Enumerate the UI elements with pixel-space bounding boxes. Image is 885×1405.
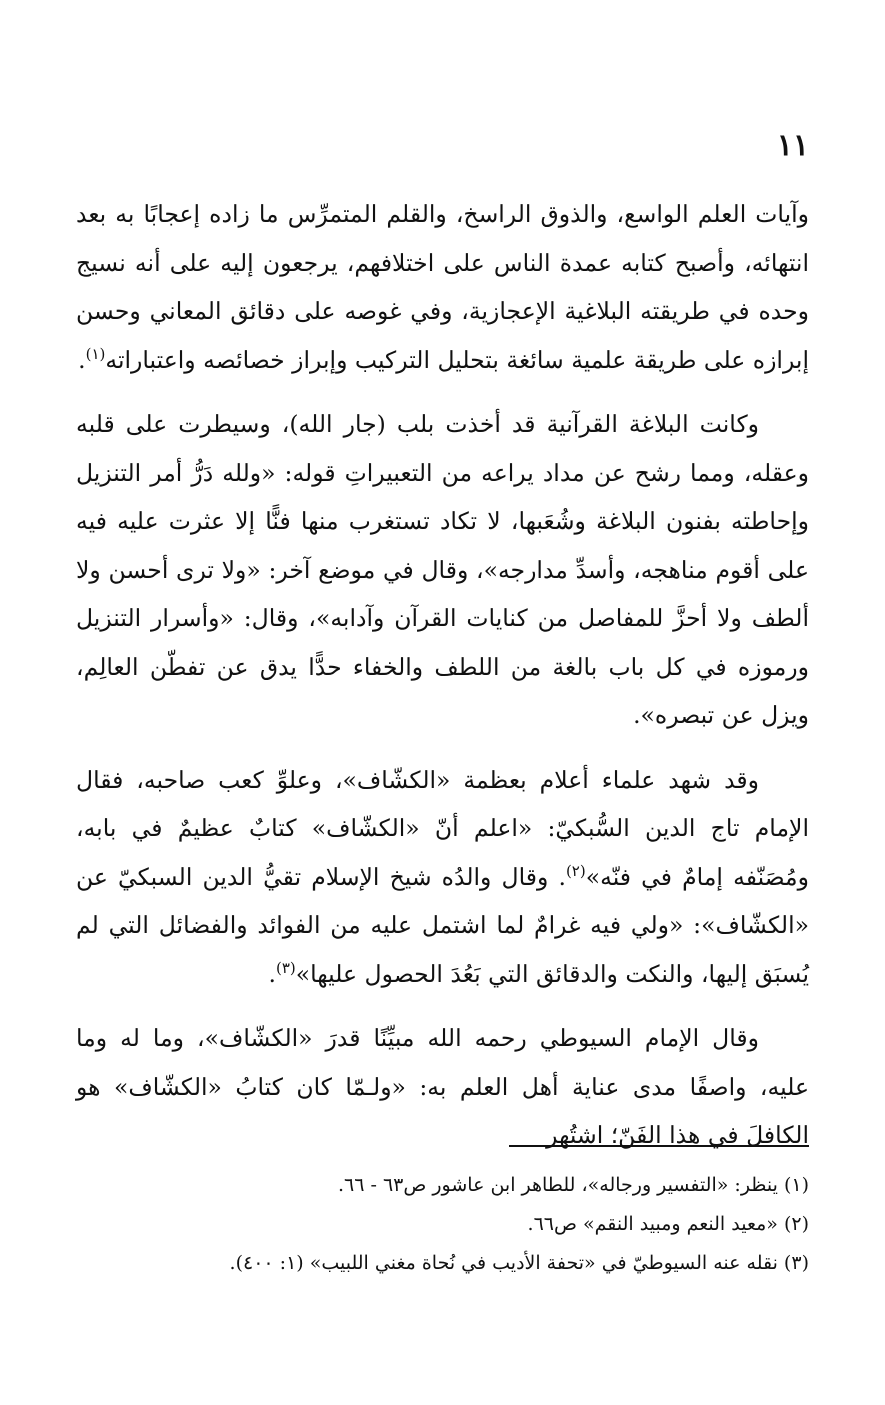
footnote-ref-2: (٢) xyxy=(565,861,586,880)
paragraph-2-text: وكانت البلاغة القرآنية قد أخذت بلب (جار الله)، وسيطرت على قلبه وعقله، ومما رشح عن مداد يراعه من التعبيراتِ قوله: «ولله دَرُّ أمر التنزيل وإحاطته بفنون البلاغة وشُعَبها، لا تكاد تستغرب منها فنًّا إلا عثرت عليه فيه على أقوم مناهجه، وأسدِّ مدارجه»، وقال في موضع آخر: «ولا ترى أحسن ولا ألطف ولا أحزَّ للمفاصل من كنايات القرآن وآدابه»، وقال: «وأسرار التنزيل ورموزه في كل باب بالغة من اللطف والخفاء حدًّا يدق عن تفطّن العالِم، ويزل عن تبصره» xyxy=(76,410,809,729)
paragraph-3-text: وقد شهد علماء أعلام بعظمة «الكشّاف»، وعلوِّ كعب صاحبه، فقال الإمام تاج الدين السُّبكيّ: «اعلم أنّ «الكشّاف» كتابٌ عظيمٌ في بابه، ومُصَنّفه إمامٌ في فنّه» xyxy=(76,765,809,891)
paragraph-4 xyxy=(76,1014,809,1160)
paragraph-3-tail: . وقال والدُه شيخ الإسلام تقيُّ الدين السبكيّ عن «الكشّاف»: «ولي فيه غرامٌ لما اشتمل عليه من الفوائد والفضائل التي لم يُسبَق إليها، والنكت والدقائق التي بَعُدَ الحصول عليها» xyxy=(76,862,809,988)
paragraph-2 xyxy=(76,400,809,740)
footnote-3: (٣) نقله عنه السيوطيّ في «تحفة الأديب في نُحاة مغني اللبيب» (١: ٤٠٠). xyxy=(229,1252,809,1274)
footnote-ref-3: (٣) xyxy=(275,958,296,977)
paragraph-1-text: وآيات العلم الواسع، والذوق الراسخ، والقلم المتمرِّس ما زاده إعجابًا به بعد انتهائه، وأصبح كتابه عمدة الناس على اختلافهم، يرجعون إليه على أنه نسيج وحده في طريقته البلاغية الإعجازية، وفي غوصه على دقائق المعاني وحسن إبرازه على طريقة علمية سائغة بتحليل التركيب وإبراز خصائصه واعتباراته xyxy=(76,200,809,374)
paragraph-1-tail: . xyxy=(78,345,86,374)
footnote-1: (١) ينظر: «التفسير ورجاله»، للطاهر ابن عاشور ص٦٣ - ٦٦. xyxy=(337,1174,809,1196)
footnote-separator xyxy=(509,1145,809,1147)
paragraph-4-text: وقال الإمام السيوطي رحمه الله مبيِّنًا قدرَ «الكشّاف»، وما له وما عليه، واصفًا مدى عناية أهل العلم به: «ولـمّا كان كتابُ «الكشّاف» هو الكافلَ في هذا الفَنّ؛ اشتُهر xyxy=(76,1024,809,1149)
paragraph-3 xyxy=(76,756,809,999)
paragraph-1 xyxy=(76,190,809,384)
main-text xyxy=(76,190,809,1176)
footnote-2: (٢) «معيد النعم ومبيد النقم» ص٦٦. xyxy=(527,1213,809,1235)
paragraph-3-tail-2: . xyxy=(268,959,276,988)
page-number: ١١ xyxy=(776,128,809,163)
footnotes xyxy=(76,1166,809,1283)
footnote-ref-1: (١) xyxy=(85,344,106,363)
paragraph-2-tail: . xyxy=(633,701,641,729)
